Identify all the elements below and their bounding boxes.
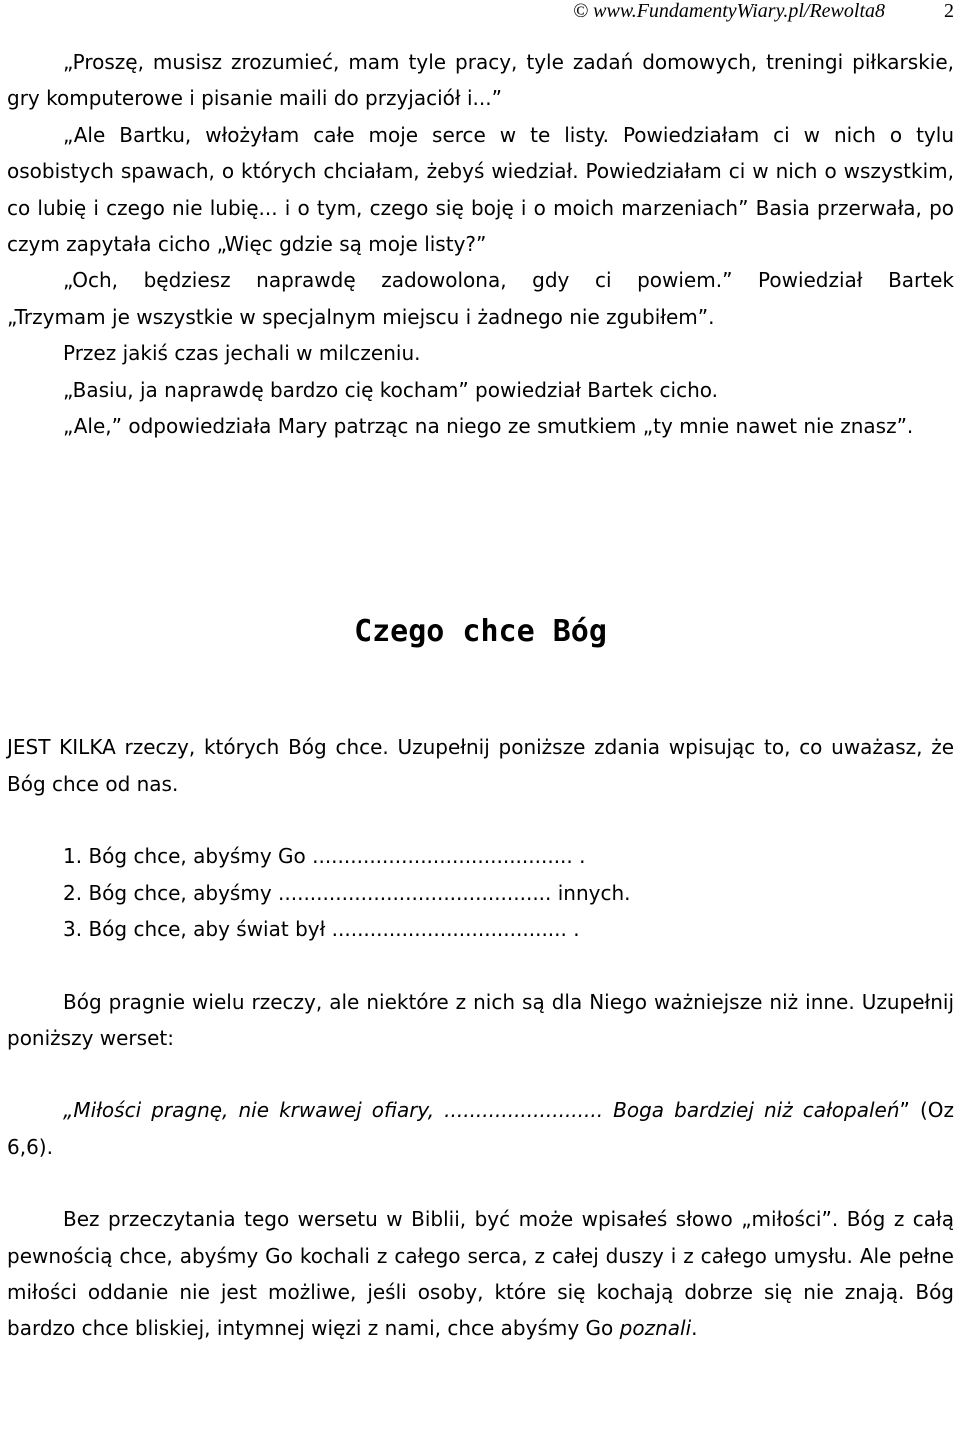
intro-text: rzeczy, których Bóg chce. Uzupełnij poniższe zdania wpisując to, co uważasz, że Bóg chce od nas. xyxy=(7,735,954,796)
story-paragraph-6: „Basiu, ja naprawdę bardzo cię kocham” powiedział Bartek cicho. xyxy=(63,377,718,402)
story-paragraph-5: Przez jakiś czas jechali w milczeniu. xyxy=(63,341,421,366)
story-paragraph-4: „Trzymam je wszystkie w specjalnym miejscu i żadnego nie zgubiłem”. xyxy=(7,304,715,329)
closing-text: Bez przeczytania tego wersetu w Biblii, być może wpisałeś słowo „miłości”. Bóg z całą pewnością chce, abyśmy Go kochali z całego serca, z całej duszy i z całego umysłu. Ale pełne miłości oddanie nie jest możliwe, jeśli osoby, które się kochają dobrze się nie znają. Bóg bardzo chce bliskiej, intymnej więzi z nami, chce abyśmy Go xyxy=(7,1207,954,1341)
closing-end: . xyxy=(691,1316,698,1341)
intro-caps: JEST KILKA xyxy=(7,735,116,760)
fill-in-list xyxy=(7,838,954,947)
paragraph-verse-intro: Bóg pragnie wielu rzeczy, ale niektóre z nich są dla Niego ważniejsze niż inne. Uzupełnij poniższy werset: xyxy=(7,989,954,1050)
verse xyxy=(7,1092,954,1165)
section-intro xyxy=(7,729,954,802)
verse-text: „Miłości pragnę, nie krwawej ofiary, ......................... Boga bardziej niż całopaleń xyxy=(63,1098,900,1123)
verse-reference: ” (Oz 6,6). xyxy=(7,1098,955,1159)
closing-italic: poznali xyxy=(619,1316,692,1341)
section-title: Czego chce Bóg xyxy=(354,614,607,650)
header-copyright: © www.FundamentyWiary.pl/Rewolta8 xyxy=(572,0,885,22)
page-header xyxy=(0,0,960,30)
story-paragraph-1: „Proszę, musisz zrozumieć, mam tyle pracy, tyle zadań domowych, treningi piłkarskie, gry komputerowe i pisanie maili do przyjaciół i...” xyxy=(7,50,954,111)
story-paragraph-7: „Ale,” odpowiedziała Mary patrząc na niego ze smutkiem „ty mnie nawet nie znasz”. xyxy=(63,414,914,439)
page-number: 2 xyxy=(944,0,954,22)
story-paragraph-3: „Och, będziesz naprawdę zadowolona, gdy ci powiem.” Powiedział Bartek xyxy=(63,268,954,293)
paragraph-closing xyxy=(7,1201,954,1347)
story-paragraph-2: „Ale Bartku, włożyłam całe moje serce w te listy. Powiedziałam ci w nich o tylu osobistych spawach, o których chciałam, żebyś wiedział. Powiedziałam ci w nich o wszystkim, co lubię i czego nie lubię... i o tym, czego się boję i o moich marzeniach” Basia przerwała, po czym zapytała cicho „Więc gdzie są moje listy?” xyxy=(7,122,954,257)
list-item: 2. Bóg chce, abyśmy ........................................... innych. xyxy=(63,880,631,905)
page-body xyxy=(7,44,954,1347)
list-item: 3. Bóg chce, aby świat był ..................................... . xyxy=(63,917,580,942)
list-item: 1. Bóg chce, abyśmy Go ......................................... . xyxy=(63,844,586,869)
